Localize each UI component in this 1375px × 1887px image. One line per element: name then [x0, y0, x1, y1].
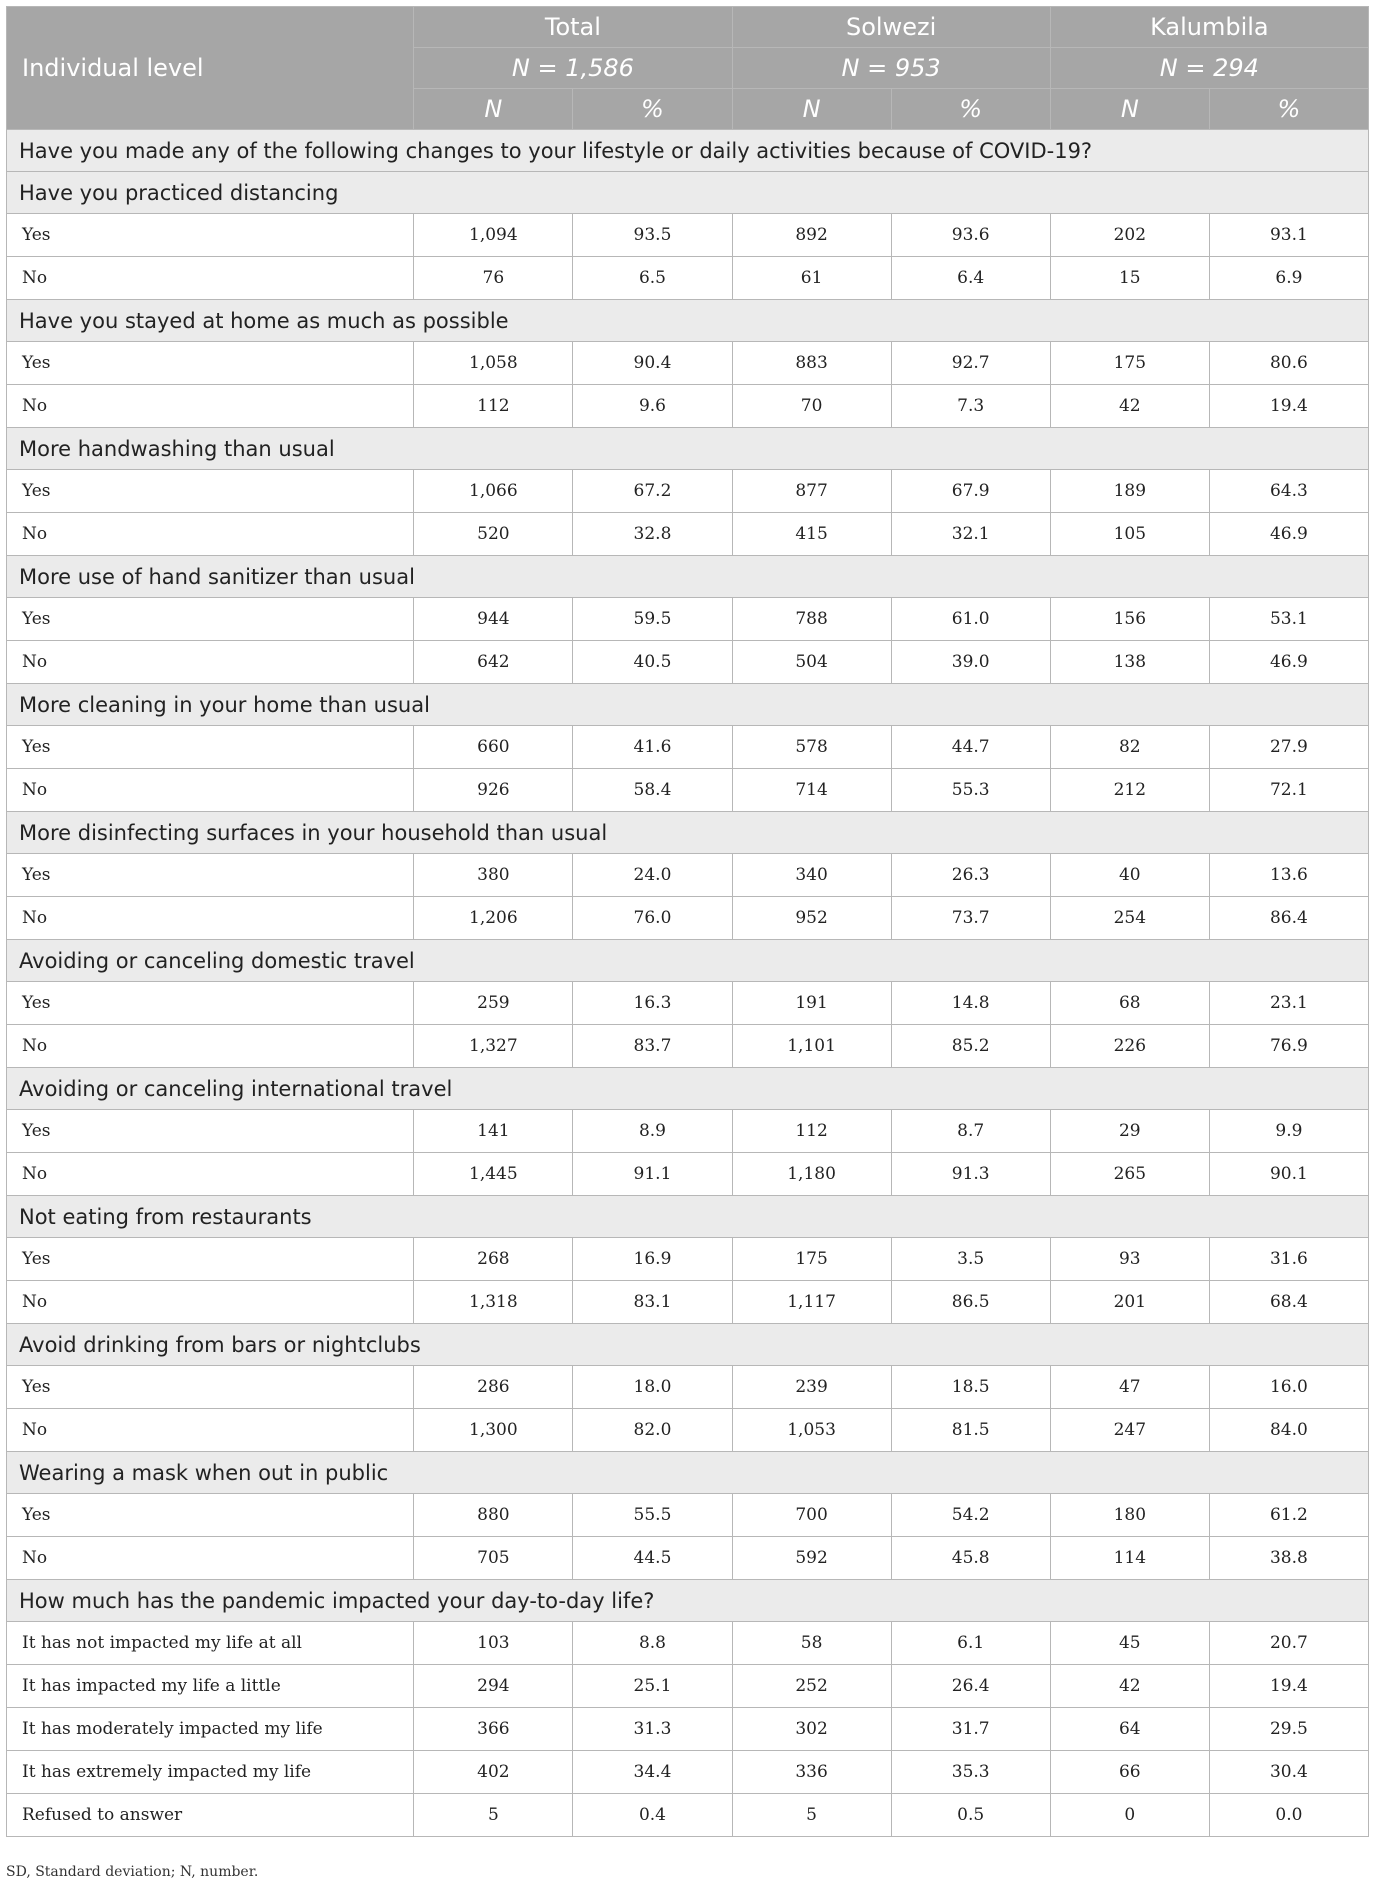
- count-cell: 47: [1050, 1366, 1209, 1409]
- count-cell: 247: [1050, 1409, 1209, 1452]
- section-title: Have you practiced distancing: [7, 172, 1369, 214]
- section-row: [7, 1196, 1369, 1238]
- table-row: [7, 385, 1369, 428]
- count-cell: 141: [414, 1110, 573, 1153]
- percent-cell: 32.8: [573, 513, 732, 556]
- percent-cell: 81.5: [891, 1409, 1050, 1452]
- percent-cell: 25.1: [573, 1665, 732, 1708]
- section-title: More handwashing than usual: [7, 428, 1369, 470]
- table-row: [7, 1025, 1369, 1068]
- percent-cell: 90.4: [573, 342, 732, 385]
- count-cell: 105: [1050, 513, 1209, 556]
- count-cell: 1,058: [414, 342, 573, 385]
- count-cell: 1,206: [414, 897, 573, 940]
- percent-cell: 55.5: [573, 1494, 732, 1537]
- count-cell: 952: [732, 897, 891, 940]
- count-cell: 191: [732, 982, 891, 1025]
- percent-cell: 55.3: [891, 769, 1050, 812]
- percent-cell: 19.4: [1209, 1665, 1368, 1708]
- count-cell: 15: [1050, 257, 1209, 300]
- percent-cell: 24.0: [573, 854, 732, 897]
- percent-cell: 8.7: [891, 1110, 1050, 1153]
- count-cell: 112: [414, 385, 573, 428]
- count-cell: 1,066: [414, 470, 573, 513]
- row-label-header: Individual level: [7, 7, 414, 130]
- percent-cell: 61.2: [1209, 1494, 1368, 1537]
- percent-cell: 68.4: [1209, 1281, 1368, 1324]
- table-row: [7, 982, 1369, 1025]
- percent-cell: 82.0: [573, 1409, 732, 1452]
- table-header: [7, 7, 1369, 130]
- percent-cell: 76.0: [573, 897, 732, 940]
- percent-cell: 26.3: [891, 854, 1050, 897]
- section-title: More cleaning in your home than usual: [7, 684, 1369, 726]
- table-row: [7, 513, 1369, 556]
- count-cell: 40: [1050, 854, 1209, 897]
- section-title: More use of hand sanitizer than usual: [7, 556, 1369, 598]
- percent-cell: 14.8: [891, 982, 1050, 1025]
- percent-cell: 16.3: [573, 982, 732, 1025]
- section-title: More disinfecting surfaces in your household than usual: [7, 812, 1369, 854]
- count-cell: 366: [414, 1708, 573, 1751]
- percent-cell: 8.9: [573, 1110, 732, 1153]
- section-row: [7, 1068, 1369, 1110]
- percent-cell: 0.4: [573, 1794, 732, 1837]
- percent-cell: 31.7: [891, 1708, 1050, 1751]
- count-cell: 226: [1050, 1025, 1209, 1068]
- subheader-n: N: [1050, 89, 1209, 130]
- row-label: Yes: [7, 1494, 414, 1537]
- count-cell: 302: [732, 1708, 891, 1751]
- percent-cell: 64.3: [1209, 470, 1368, 513]
- table-row: [7, 726, 1369, 769]
- row-label: It has impacted my life a little: [7, 1665, 414, 1708]
- count-cell: 1,101: [732, 1025, 891, 1068]
- count-cell: 5: [414, 1794, 573, 1837]
- count-cell: 944: [414, 598, 573, 641]
- count-cell: 212: [1050, 769, 1209, 812]
- count-cell: 294: [414, 1665, 573, 1708]
- section-row: [7, 300, 1369, 342]
- section-row: [7, 812, 1369, 854]
- percent-cell: 6.9: [1209, 257, 1368, 300]
- table-row: [7, 470, 1369, 513]
- count-cell: 138: [1050, 641, 1209, 684]
- count-cell: 103: [414, 1622, 573, 1665]
- table-row: [7, 854, 1369, 897]
- count-cell: 592: [732, 1537, 891, 1580]
- subheader-percent: %: [1209, 89, 1368, 130]
- percent-cell: 7.3: [891, 385, 1050, 428]
- percent-cell: 9.6: [573, 385, 732, 428]
- row-label: No: [7, 769, 414, 812]
- section-title: Avoiding or canceling international travel: [7, 1068, 1369, 1110]
- row-label: No: [7, 1153, 414, 1196]
- percent-cell: 91.3: [891, 1153, 1050, 1196]
- row-label: It has moderately impacted my life: [7, 1708, 414, 1751]
- count-cell: 82: [1050, 726, 1209, 769]
- table-row: [7, 1153, 1369, 1196]
- percent-cell: 44.7: [891, 726, 1050, 769]
- count-cell: 0: [1050, 1794, 1209, 1837]
- row-label: Yes: [7, 470, 414, 513]
- row-label: Yes: [7, 854, 414, 897]
- table-row: [7, 598, 1369, 641]
- percent-cell: 27.9: [1209, 726, 1368, 769]
- percent-cell: 53.1: [1209, 598, 1368, 641]
- count-cell: 1,445: [414, 1153, 573, 1196]
- percent-cell: 91.1: [573, 1153, 732, 1196]
- percent-cell: 38.8: [1209, 1537, 1368, 1580]
- section-title: Have you stayed at home as much as possible: [7, 300, 1369, 342]
- count-cell: 286: [414, 1366, 573, 1409]
- percent-cell: 6.5: [573, 257, 732, 300]
- table-body: [7, 130, 1369, 1837]
- row-label: Yes: [7, 342, 414, 385]
- data-table: [6, 6, 1369, 1837]
- percent-cell: 76.9: [1209, 1025, 1368, 1068]
- table-row: [7, 1794, 1369, 1837]
- percent-cell: 86.4: [1209, 897, 1368, 940]
- row-label: Yes: [7, 598, 414, 641]
- count-cell: 880: [414, 1494, 573, 1537]
- percent-cell: 35.3: [891, 1751, 1050, 1794]
- count-cell: 42: [1050, 1665, 1209, 1708]
- percent-cell: 86.5: [891, 1281, 1050, 1324]
- table-row: [7, 1708, 1369, 1751]
- table-row: [7, 257, 1369, 300]
- count-cell: 93: [1050, 1238, 1209, 1281]
- count-cell: 1,053: [732, 1409, 891, 1452]
- section-title: How much has the pandemic impacted your day-to-day life?: [7, 1580, 1369, 1622]
- count-cell: 29: [1050, 1110, 1209, 1153]
- section-row: [7, 428, 1369, 470]
- percent-cell: 3.5: [891, 1238, 1050, 1281]
- percent-cell: 46.9: [1209, 641, 1368, 684]
- count-cell: 76: [414, 257, 573, 300]
- count-cell: 156: [1050, 598, 1209, 641]
- row-label: No: [7, 385, 414, 428]
- percent-cell: 83.7: [573, 1025, 732, 1068]
- percent-cell: 29.5: [1209, 1708, 1368, 1751]
- percent-cell: 41.6: [573, 726, 732, 769]
- percent-cell: 16.9: [573, 1238, 732, 1281]
- percent-cell: 59.5: [573, 598, 732, 641]
- row-label: Yes: [7, 214, 414, 257]
- percent-cell: 80.6: [1209, 342, 1368, 385]
- table-row: [7, 897, 1369, 940]
- percent-cell: 34.4: [573, 1751, 732, 1794]
- percent-cell: 0.5: [891, 1794, 1050, 1837]
- count-cell: 61: [732, 257, 891, 300]
- count-cell: 883: [732, 342, 891, 385]
- count-cell: 66: [1050, 1751, 1209, 1794]
- percent-cell: 0.0: [1209, 1794, 1368, 1837]
- section-title: Avoid drinking from bars or nightclubs: [7, 1324, 1369, 1366]
- table-row: [7, 214, 1369, 257]
- count-cell: 336: [732, 1751, 891, 1794]
- count-cell: 1,300: [414, 1409, 573, 1452]
- count-cell: 504: [732, 641, 891, 684]
- percent-cell: 73.7: [891, 897, 1050, 940]
- table-row: [7, 1622, 1369, 1665]
- count-cell: 1,094: [414, 214, 573, 257]
- count-cell: 202: [1050, 214, 1209, 257]
- section-title: Avoiding or canceling domestic travel: [7, 940, 1369, 982]
- section-row: [7, 556, 1369, 598]
- count-cell: 520: [414, 513, 573, 556]
- percent-cell: 30.4: [1209, 1751, 1368, 1794]
- percent-cell: 16.0: [1209, 1366, 1368, 1409]
- group-n-kalumbila: N = 294: [1050, 48, 1368, 89]
- percent-cell: 40.5: [573, 641, 732, 684]
- subheader-percent: %: [891, 89, 1050, 130]
- percent-cell: 44.5: [573, 1537, 732, 1580]
- count-cell: 1,117: [732, 1281, 891, 1324]
- section-row: [7, 1324, 1369, 1366]
- percent-cell: 58.4: [573, 769, 732, 812]
- table-row: [7, 1238, 1369, 1281]
- percent-cell: 67.2: [573, 470, 732, 513]
- percent-cell: 45.8: [891, 1537, 1050, 1580]
- percent-cell: 31.6: [1209, 1238, 1368, 1281]
- percent-cell: 18.0: [573, 1366, 732, 1409]
- group-n-total: N = 1,586: [414, 48, 732, 89]
- percent-cell: 54.2: [891, 1494, 1050, 1537]
- table-row: [7, 1409, 1369, 1452]
- row-label: It has extremely impacted my life: [7, 1751, 414, 1794]
- count-cell: 58: [732, 1622, 891, 1665]
- count-cell: 380: [414, 854, 573, 897]
- percent-cell: 9.9: [1209, 1110, 1368, 1153]
- group-n-solwezi: N = 953: [732, 48, 1050, 89]
- percent-cell: 13.6: [1209, 854, 1368, 897]
- table-row: [7, 641, 1369, 684]
- subheader-percent: %: [573, 89, 732, 130]
- count-cell: 642: [414, 641, 573, 684]
- count-cell: 5: [732, 1794, 891, 1837]
- table-row: [7, 1494, 1369, 1537]
- subheader-n: N: [732, 89, 891, 130]
- footnote: SD, Standard deviation; N, number.: [6, 1864, 259, 1880]
- percent-cell: 32.1: [891, 513, 1050, 556]
- percent-cell: 6.4: [891, 257, 1050, 300]
- row-label: Yes: [7, 1366, 414, 1409]
- count-cell: 578: [732, 726, 891, 769]
- count-cell: 1,318: [414, 1281, 573, 1324]
- count-cell: 660: [414, 726, 573, 769]
- count-cell: 189: [1050, 470, 1209, 513]
- section-row: [7, 684, 1369, 726]
- section-row: [7, 940, 1369, 982]
- count-cell: 180: [1050, 1494, 1209, 1537]
- count-cell: 68: [1050, 982, 1209, 1025]
- intro-question: Have you made any of the following changes to your lifestyle or daily activities because of COVID-19?: [7, 130, 1369, 172]
- count-cell: 1,327: [414, 1025, 573, 1068]
- row-label: No: [7, 257, 414, 300]
- percent-cell: 8.8: [573, 1622, 732, 1665]
- percent-cell: 23.1: [1209, 982, 1368, 1025]
- count-cell: 714: [732, 769, 891, 812]
- count-cell: 700: [732, 1494, 891, 1537]
- count-cell: 340: [732, 854, 891, 897]
- row-label: No: [7, 641, 414, 684]
- table-row: [7, 1366, 1369, 1409]
- percent-cell: 6.1: [891, 1622, 1050, 1665]
- section-row: [7, 1452, 1369, 1494]
- table-row: [7, 1281, 1369, 1324]
- group-header-kalumbila: Kalumbila: [1050, 7, 1368, 48]
- count-cell: 112: [732, 1110, 891, 1153]
- count-cell: 402: [414, 1751, 573, 1794]
- percent-cell: 84.0: [1209, 1409, 1368, 1452]
- count-cell: 877: [732, 470, 891, 513]
- section-title: Not eating from restaurants: [7, 1196, 1369, 1238]
- percent-cell: 93.1: [1209, 214, 1368, 257]
- row-label: Yes: [7, 1238, 414, 1281]
- table-row: [7, 1665, 1369, 1708]
- row-label: Refused to answer: [7, 1794, 414, 1837]
- percent-cell: 39.0: [891, 641, 1050, 684]
- percent-cell: 72.1: [1209, 769, 1368, 812]
- section-title: Wearing a mask when out in public: [7, 1452, 1369, 1494]
- table-row: [7, 1751, 1369, 1794]
- section-row: [7, 172, 1369, 214]
- percent-cell: 19.4: [1209, 385, 1368, 428]
- percent-cell: 85.2: [891, 1025, 1050, 1068]
- count-cell: 239: [732, 1366, 891, 1409]
- percent-cell: 31.3: [573, 1708, 732, 1751]
- group-header-total: Total: [414, 7, 732, 48]
- count-cell: 1,180: [732, 1153, 891, 1196]
- count-cell: 175: [732, 1238, 891, 1281]
- percent-cell: 93.5: [573, 214, 732, 257]
- count-cell: 45: [1050, 1622, 1209, 1665]
- count-cell: 259: [414, 982, 573, 1025]
- row-label: No: [7, 1025, 414, 1068]
- count-cell: 42: [1050, 385, 1209, 428]
- count-cell: 114: [1050, 1537, 1209, 1580]
- percent-cell: 18.5: [891, 1366, 1050, 1409]
- percent-cell: 92.7: [891, 342, 1050, 385]
- count-cell: 892: [732, 214, 891, 257]
- count-cell: 64: [1050, 1708, 1209, 1751]
- percent-cell: 90.1: [1209, 1153, 1368, 1196]
- group-header-solwezi: Solwezi: [732, 7, 1050, 48]
- row-label: No: [7, 897, 414, 940]
- row-label: No: [7, 1537, 414, 1580]
- row-label: Yes: [7, 982, 414, 1025]
- percent-cell: 67.9: [891, 470, 1050, 513]
- row-label: No: [7, 1409, 414, 1452]
- table-row: [7, 1537, 1369, 1580]
- count-cell: 252: [732, 1665, 891, 1708]
- row-label: No: [7, 513, 414, 556]
- count-cell: 415: [732, 513, 891, 556]
- percent-cell: 46.9: [1209, 513, 1368, 556]
- percent-cell: 93.6: [891, 214, 1050, 257]
- row-label: Yes: [7, 1110, 414, 1153]
- subheader-n: N: [414, 89, 573, 130]
- table-row: [7, 342, 1369, 385]
- row-label: Yes: [7, 726, 414, 769]
- count-cell: 268: [414, 1238, 573, 1281]
- count-cell: 705: [414, 1537, 573, 1580]
- percent-cell: 20.7: [1209, 1622, 1368, 1665]
- count-cell: 201: [1050, 1281, 1209, 1324]
- percent-cell: 61.0: [891, 598, 1050, 641]
- count-cell: 254: [1050, 897, 1209, 940]
- count-cell: 788: [732, 598, 891, 641]
- section-row: [7, 1580, 1369, 1622]
- count-cell: 175: [1050, 342, 1209, 385]
- count-cell: 265: [1050, 1153, 1209, 1196]
- count-cell: 70: [732, 385, 891, 428]
- row-label: It has not impacted my life at all: [7, 1622, 414, 1665]
- percent-cell: 26.4: [891, 1665, 1050, 1708]
- row-label: No: [7, 1281, 414, 1324]
- table-row: [7, 769, 1369, 812]
- table-row: [7, 1110, 1369, 1153]
- percent-cell: 83.1: [573, 1281, 732, 1324]
- count-cell: 926: [414, 769, 573, 812]
